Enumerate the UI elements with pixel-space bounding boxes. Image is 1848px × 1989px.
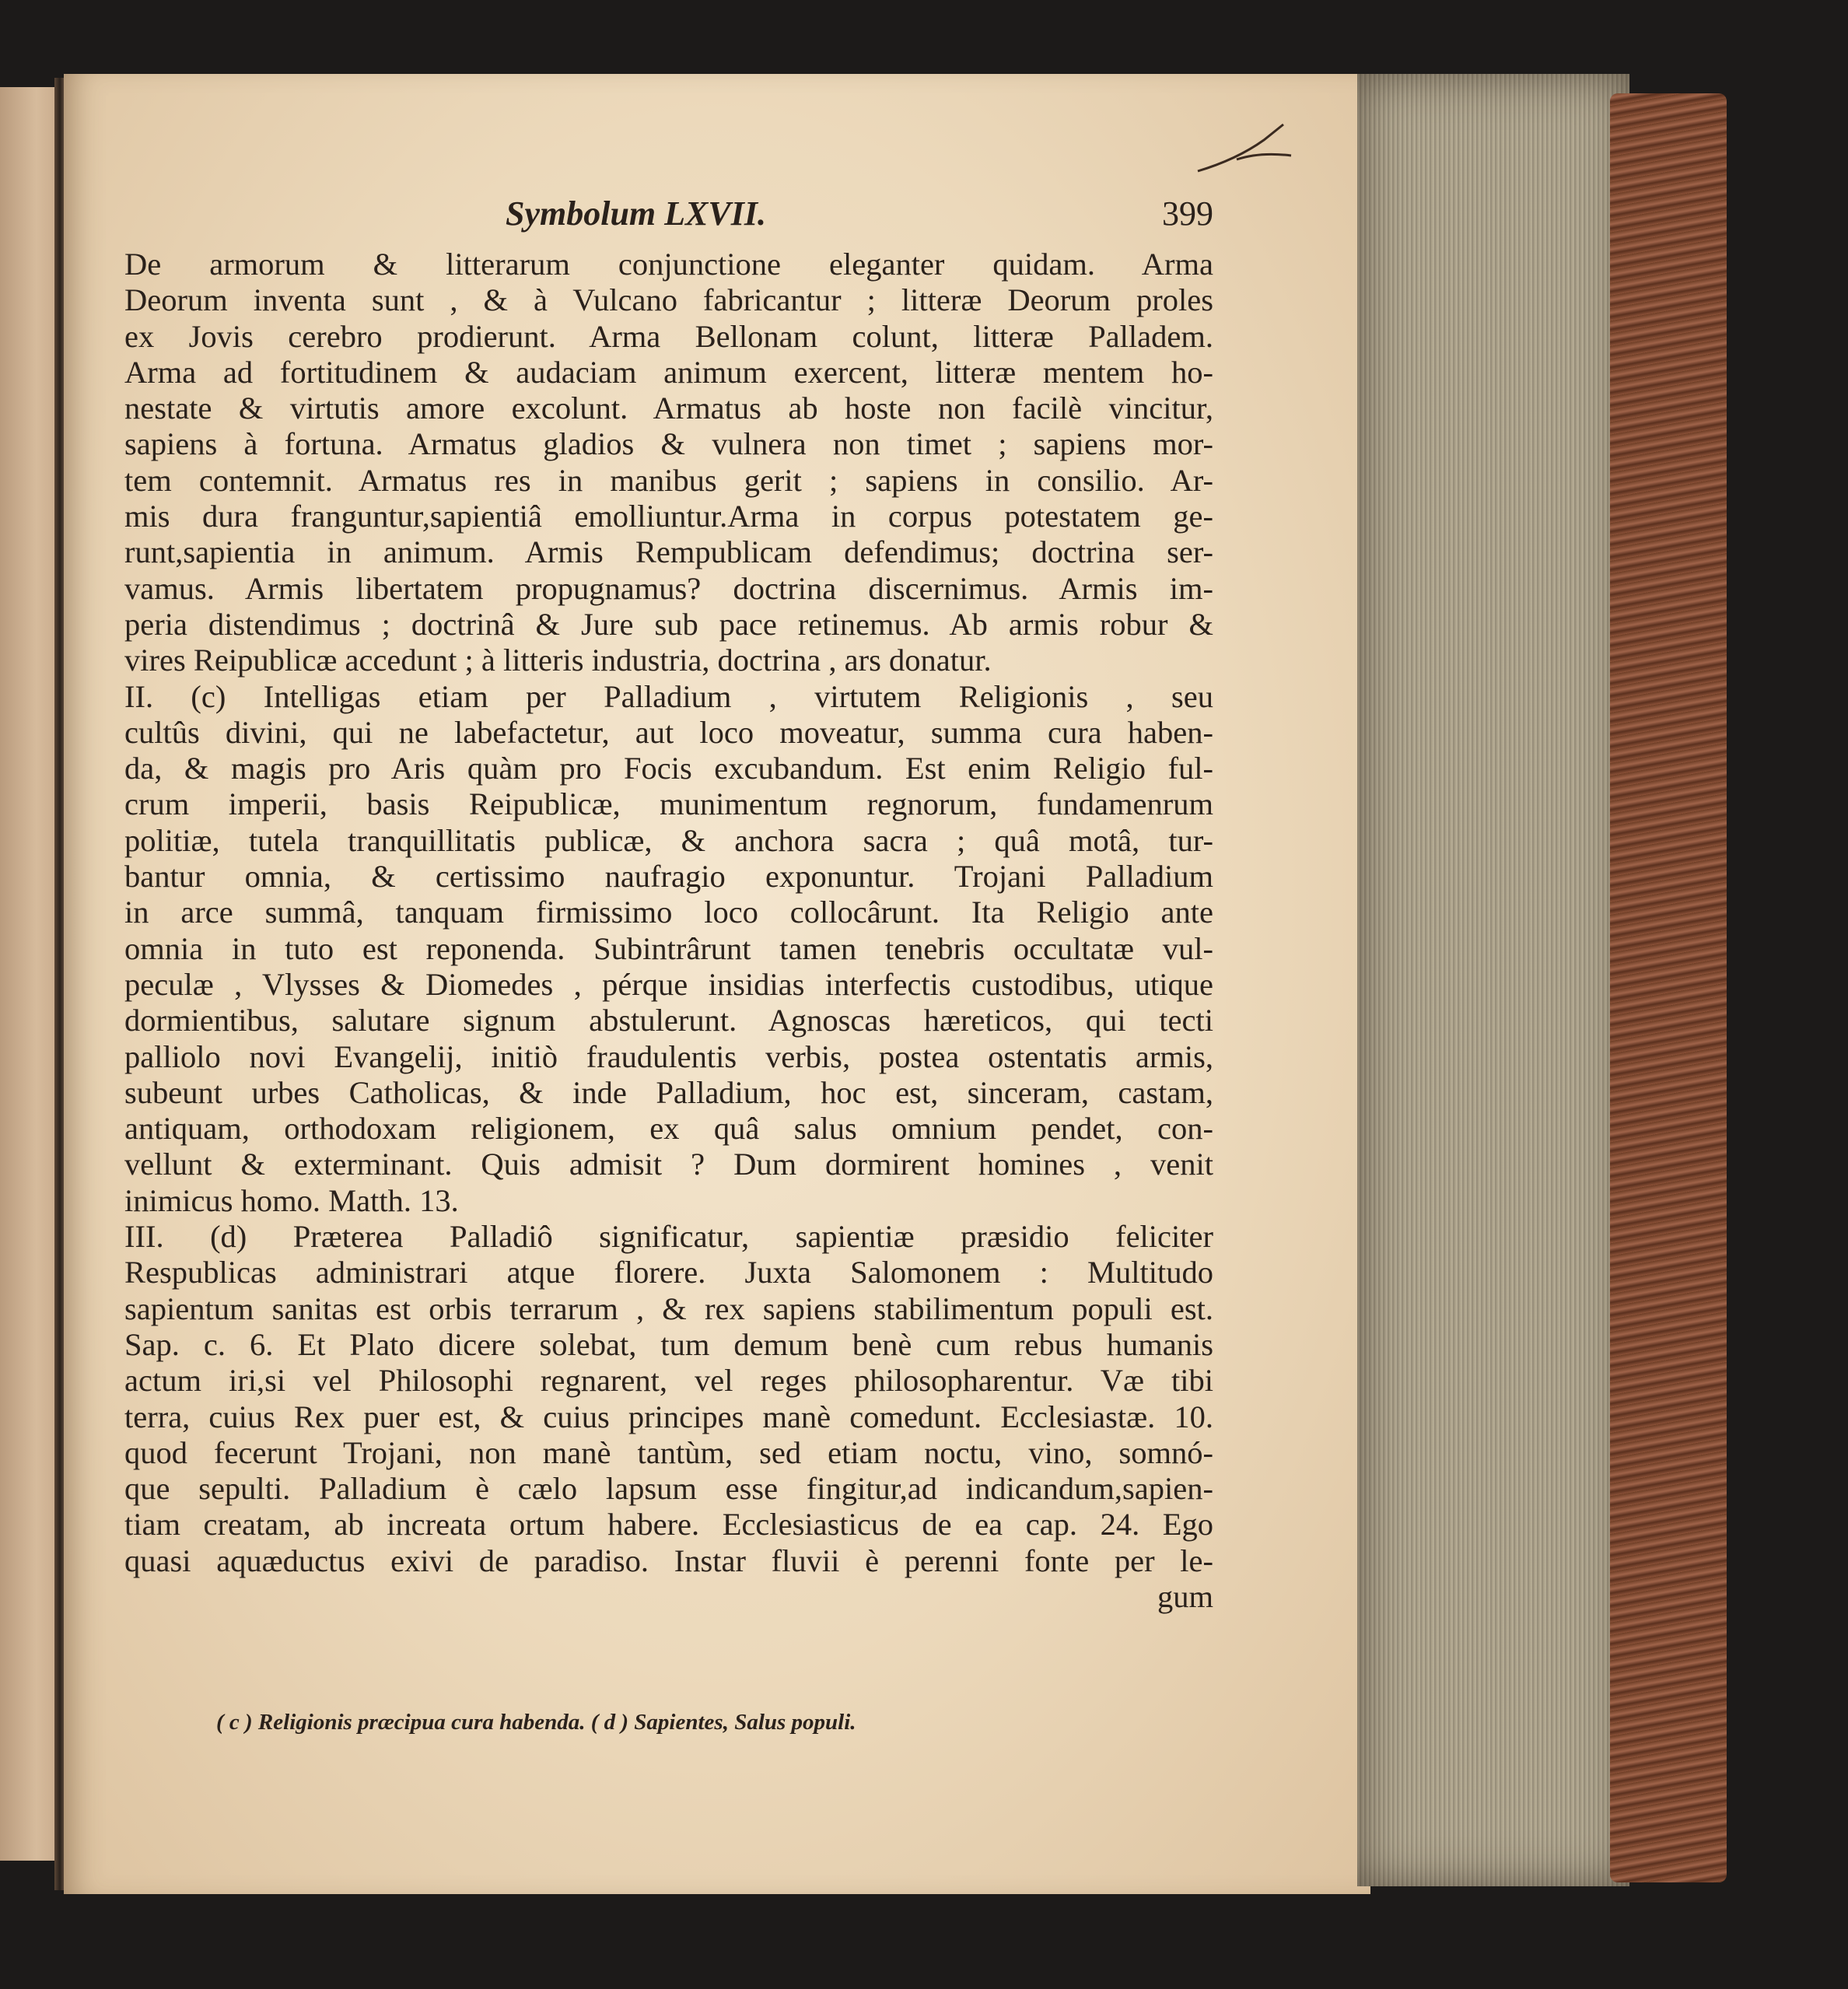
text-line: politiæ, tutela tranquillitatis publicæ, & anchora sacra ; quâ motâ, tur- bbox=[124, 822, 1213, 858]
text-line: vellunt & exterminant. Quis admisit ? Dum dormirent homines , venit bbox=[124, 1147, 1213, 1182]
text-line: Respublicas administrari atque florere. Juxta Salomonem : Multitudo bbox=[124, 1255, 1213, 1290]
ink-mark bbox=[1190, 117, 1299, 187]
text-line: III. (d) Præterea Palladiô significatur, sapientiæ præsidio feliciter bbox=[124, 1219, 1213, 1255]
text-line: subeunt urbes Catholicas, & inde Palladium, hoc est, sinceram, castam, bbox=[124, 1074, 1213, 1110]
text-line: quod fecerunt Trojani, non manè tantùm, sed etiam noctu, vino, somnó- bbox=[124, 1434, 1213, 1470]
text-line: vires Reipublicæ accedunt ; à litteris industria, doctrina , ars donatur. bbox=[124, 643, 992, 678]
page-number: 399 bbox=[1162, 194, 1213, 233]
text-line: quasi aquæductus exivi de paradiso. Instar fluvii è perenni fonte per le- bbox=[124, 1543, 1213, 1578]
text-line: omnia in tuto est reponenda. Subintrârunt tamen tenebris occultatæ vul- bbox=[124, 930, 1213, 966]
text-line: Arma ad fortitudinem & audaciam animum exercent, litteræ mentem ho- bbox=[124, 354, 1213, 390]
text-line: terra, cuius Rex puer est, & cuius principes manè comedunt. Ecclesiastæ. 10. bbox=[124, 1399, 1213, 1434]
text-line: tiam creatam, ab increata ortum habere. Ecclesiasticus de ea cap. 24. Ego bbox=[124, 1507, 1213, 1543]
text-line: mis dura franguntur,sapientiâ emolliuntur.Arma in corpus potestatem ge- bbox=[124, 499, 1213, 534]
catchword: gum bbox=[1157, 1578, 1213, 1614]
text-line: sapientum sanitas est orbis terrarum , & rex sapiens stabilimentum populi est. bbox=[124, 1290, 1213, 1326]
text-line: vamus. Armis libertatem propugnamus? doctrina discernimus. Armis im- bbox=[124, 570, 1213, 606]
text-line: nestate & virtutis amore excolunt. Armatus ab hoste non facilè vincitur, bbox=[124, 390, 1213, 426]
text-line: antiquam, orthodoxam religionem, ex quâ salus omnium pendet, con- bbox=[124, 1111, 1213, 1147]
text-line: da, & magis pro Aris quàm pro Focis excubandum. Est enim Religio ful- bbox=[124, 751, 1213, 786]
text-line: que sepulti. Palladium è cælo lapsum esse fingitur,ad indicandum,sapien- bbox=[124, 1471, 1213, 1507]
text-line: inimicus homo. Matth. 13. bbox=[124, 1182, 459, 1218]
text-line: runt,sapientia in animum. Armis Rempublicam defendimus; doctrina ser- bbox=[124, 534, 1213, 570]
text-line: crum imperii, basis Reipublicæ, munimentum regnorum, fundamenrum bbox=[124, 786, 1213, 822]
text-line: cultûs divini, qui ne labefactetur, aut loco moveatur, summa cura haben- bbox=[124, 714, 1213, 750]
text-line: Deorum inventa sunt , & à Vulcano fabricantur ; litteræ Deorum proles bbox=[124, 282, 1213, 318]
text-line: in arce summâ, tanquam firmissimo loco collocârunt. Ita Religio ante bbox=[124, 895, 1213, 930]
text-line: ex Jovis cerebro prodierunt. Arma Bellonam colunt, litteræ Palladem. bbox=[124, 318, 1213, 354]
text-line: tem contemnit. Armatus res in manibus gerit ; sapiens in consilio. Ar- bbox=[124, 462, 1213, 498]
text-line: De armorum & litterarum conjunctione eleganter quidam. Arma bbox=[124, 247, 1213, 282]
text-line: dormientibus, salutare signum abstulerunt. Agnoscas hæreticos, qui tecti bbox=[124, 1003, 1213, 1038]
text-line: Sap. c. 6. Et Plato dicere solebat, tum demum benè cum rebus humanis bbox=[124, 1326, 1213, 1362]
text-line: II. (c) Intelligas etiam per Palladium , virtutem Religionis , seu bbox=[124, 678, 1213, 714]
page-edges bbox=[1357, 74, 1629, 1886]
text-line: peculæ , Vlysses & Diomedes , pérque insidias interfectis custodibus, utique bbox=[124, 966, 1213, 1002]
page-header bbox=[124, 191, 1213, 247]
text-line: peria distendimus ; doctrinâ & Jure sub pace retinemus. Ab armis robur & bbox=[124, 606, 1213, 642]
book-cover-edge bbox=[1610, 93, 1727, 1882]
text-line: palliolo novi Evangelij, initiò fraudulentis verbis, postea ostentatis armis, bbox=[124, 1038, 1213, 1074]
footnotes: ( c ) Religionis præcipua cura habenda. ( d ) Sapientes, Salus populi. bbox=[216, 1710, 856, 1735]
left-page-edge bbox=[0, 87, 61, 1861]
running-head: Symbolum LXVII. bbox=[506, 194, 766, 233]
text-line: sapiens à fortuna. Armatus gladios & vulnera non timet ; sapiens mor- bbox=[124, 426, 1213, 462]
text-line: actum iri,si vel Philosophi regnarent, vel reges philosopharentur. Væ tibi bbox=[124, 1363, 1213, 1399]
page-text bbox=[124, 191, 1213, 1615]
text-line: bantur omnia, & certissimo naufragio exponuntur. Trojani Palladium bbox=[124, 859, 1213, 895]
